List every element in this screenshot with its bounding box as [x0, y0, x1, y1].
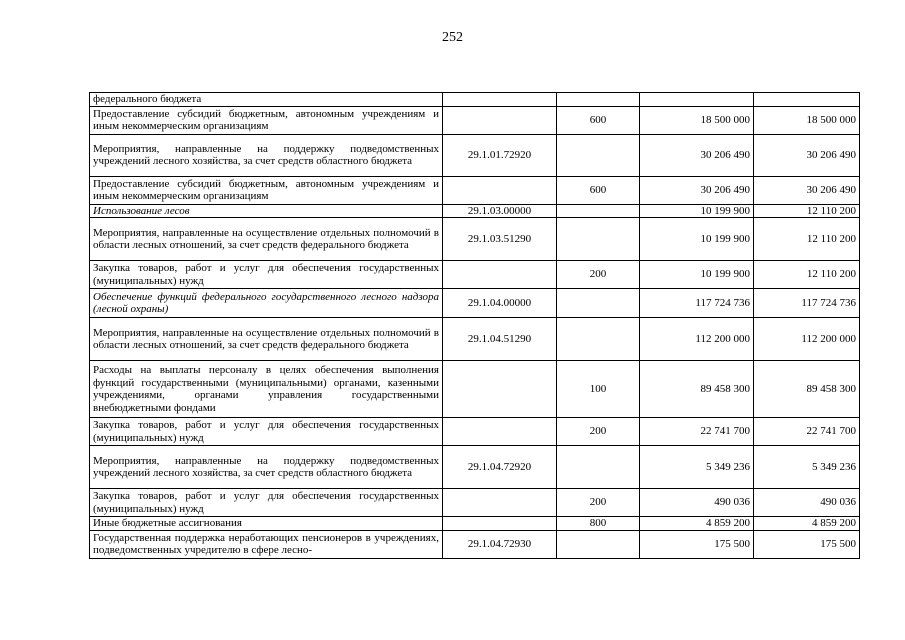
- row-amount-2-cell: 117 724 736: [754, 289, 860, 318]
- table-row: [90, 489, 860, 517]
- row-amount-1-cell: 18 500 000: [640, 106, 754, 134]
- row-name-cell: федерального бюджета: [90, 93, 443, 107]
- row-name-cell: Предоставление субсидий бюджетным, автономным учреждениям и иным некоммерческим организациям: [90, 106, 443, 134]
- row-amount-2-cell: 175 500: [754, 530, 860, 558]
- row-amount-1-cell: 4 859 200: [640, 517, 754, 531]
- row-amount-1-cell: 10 199 900: [640, 204, 754, 218]
- row-expense-type-cell: 600: [557, 106, 640, 134]
- row-name-cell: Мероприятия, направленные на осуществление отдельных полномочий в области лесных отношений, за счет средств федерального бюджета: [90, 318, 443, 361]
- row-code-cell: [443, 106, 557, 134]
- row-expense-type-cell: 200: [557, 489, 640, 517]
- row-name-cell: Мероприятия, направленные на осуществление отдельных полномочий в области лесных отношений, за счет средств федерального бюджета: [90, 218, 443, 261]
- row-amount-2-cell: 89 458 300: [754, 361, 860, 418]
- row-amount-2-cell: 12 110 200: [754, 218, 860, 261]
- row-name-cell: Иные бюджетные ассигнования: [90, 517, 443, 531]
- table-row: [90, 93, 860, 107]
- row-amount-2-cell: 22 741 700: [754, 418, 860, 446]
- row-amount-1-cell: 10 199 900: [640, 261, 754, 289]
- row-name-cell: Государственная поддержка неработающих пенсионеров в учреждениях, подведомственных учредителю в сфере лесно-: [90, 530, 443, 558]
- row-expense-type-cell: [557, 446, 640, 489]
- row-name-cell: Закупка товаров, работ и услуг для обеспечения государственных (муниципальных) нужд: [90, 261, 443, 289]
- table-row: [90, 418, 860, 446]
- row-amount-2-cell: 4 859 200: [754, 517, 860, 531]
- table-row: [90, 361, 860, 418]
- row-name-cell: Мероприятия, направленные на поддержку подведомственных учреждений лесного хозяйства, за счет средств областного бюджета: [90, 446, 443, 489]
- row-code-cell: 29.1.04.00000: [443, 289, 557, 318]
- row-code-cell: [443, 517, 557, 531]
- row-expense-type-cell: [557, 218, 640, 261]
- row-expense-type-cell: [557, 530, 640, 558]
- row-amount-1-cell: [640, 93, 754, 107]
- row-code-cell: [443, 261, 557, 289]
- row-amount-2-cell: 5 349 236: [754, 446, 860, 489]
- row-name-cell: Использование лесов: [90, 204, 443, 218]
- row-amount-1-cell: 22 741 700: [640, 418, 754, 446]
- row-expense-type-cell: [557, 204, 640, 218]
- table-row: [90, 530, 860, 558]
- row-expense-type-cell: [557, 289, 640, 318]
- row-name-cell: Расходы на выплаты персоналу в целях обеспечения выполнения функций государственными (муниципальными) органами, казенными учреждениями, органами управления государственными внебюджетными фондами: [90, 361, 443, 418]
- row-name-cell: Мероприятия, направленные на поддержку подведомственных учреждений лесного хозяйства, за счет средств областного бюджета: [90, 134, 443, 176]
- row-amount-1-cell: 5 349 236: [640, 446, 754, 489]
- row-code-cell: [443, 361, 557, 418]
- row-code-cell: 29.1.03.51290: [443, 218, 557, 261]
- row-amount-2-cell: 30 206 490: [754, 134, 860, 176]
- row-code-cell: 29.1.04.72920: [443, 446, 557, 489]
- row-expense-type-cell: 200: [557, 261, 640, 289]
- row-amount-1-cell: 10 199 900: [640, 218, 754, 261]
- row-amount-2-cell: 12 110 200: [754, 204, 860, 218]
- table-row: [90, 446, 860, 489]
- row-name-cell: Закупка товаров, работ и услуг для обеспечения государственных (муниципальных) нужд: [90, 489, 443, 517]
- row-code-cell: 29.1.04.72930: [443, 530, 557, 558]
- table-row: [90, 517, 860, 531]
- row-name-cell: Предоставление субсидий бюджетным, автономным учреждениям и иным некоммерческим организациям: [90, 176, 443, 204]
- row-amount-1-cell: 30 206 490: [640, 176, 754, 204]
- row-amount-1-cell: 490 036: [640, 489, 754, 517]
- row-amount-1-cell: 89 458 300: [640, 361, 754, 418]
- table-row: [90, 218, 860, 261]
- page-number: 252: [442, 30, 463, 45]
- row-amount-2-cell: 30 206 490: [754, 176, 860, 204]
- table-row: [90, 204, 860, 218]
- table-row: [90, 318, 860, 361]
- table-row: [90, 289, 860, 318]
- table-row: [90, 134, 860, 176]
- row-expense-type-cell: 800: [557, 517, 640, 531]
- row-code-cell: 29.1.03.00000: [443, 204, 557, 218]
- row-expense-type-cell: 100: [557, 361, 640, 418]
- row-amount-2-cell: [754, 93, 860, 107]
- row-amount-1-cell: 30 206 490: [640, 134, 754, 176]
- row-expense-type-cell: 600: [557, 176, 640, 204]
- row-amount-1-cell: 117 724 736: [640, 289, 754, 318]
- row-expense-type-cell: 200: [557, 418, 640, 446]
- row-expense-type-cell: [557, 93, 640, 107]
- table-row: [90, 106, 860, 134]
- row-code-cell: [443, 176, 557, 204]
- row-amount-1-cell: 112 200 000: [640, 318, 754, 361]
- row-amount-2-cell: 490 036: [754, 489, 860, 517]
- row-code-cell: 29.1.04.51290: [443, 318, 557, 361]
- row-amount-2-cell: 18 500 000: [754, 106, 860, 134]
- row-amount-2-cell: 112 200 000: [754, 318, 860, 361]
- budget-table: [89, 92, 860, 559]
- row-amount-1-cell: 175 500: [640, 530, 754, 558]
- row-name-cell: Закупка товаров, работ и услуг для обеспечения государственных (муниципальных) нужд: [90, 418, 443, 446]
- row-code-cell: 29.1.01.72920: [443, 134, 557, 176]
- row-code-cell: [443, 489, 557, 517]
- row-expense-type-cell: [557, 134, 640, 176]
- row-amount-2-cell: 12 110 200: [754, 261, 860, 289]
- table-row: [90, 261, 860, 289]
- row-name-cell: Обеспечение функций федерального государственного лесного надзора (лесной охраны): [90, 289, 443, 318]
- table-row: [90, 176, 860, 204]
- row-code-cell: [443, 93, 557, 107]
- row-code-cell: [443, 418, 557, 446]
- row-expense-type-cell: [557, 318, 640, 361]
